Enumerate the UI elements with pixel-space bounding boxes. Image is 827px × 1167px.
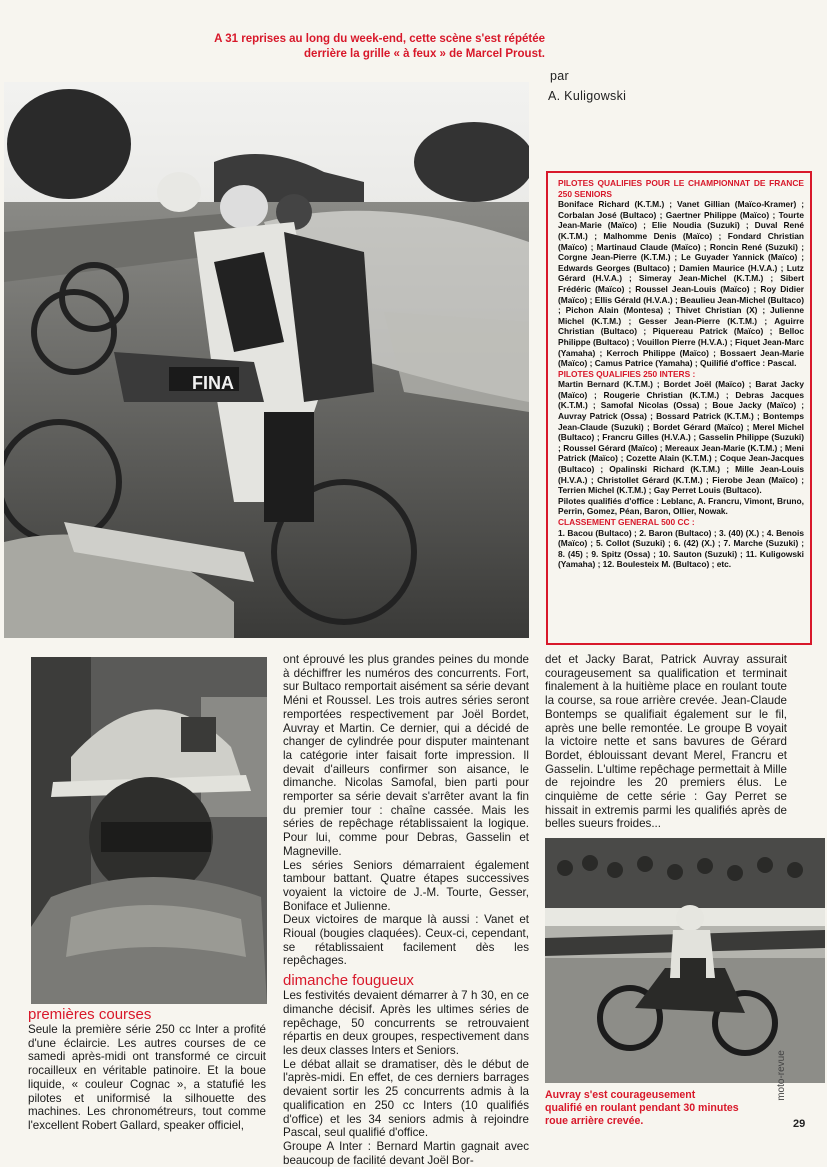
- page-number: 29: [793, 1118, 806, 1130]
- results-heading-500: CLASSEMENT GENERAL 500 CC :: [558, 517, 695, 527]
- caption-top: [150, 32, 545, 62]
- column-2-para-6: Groupe A Inter : Bernard Martin gagnait avec beaucoup de facilité devant Joël Bor-: [283, 1139, 529, 1167]
- caption-bottom-line3: roue arrière crevée.: [545, 1115, 644, 1127]
- results-inters-list: Martin Bernard (K.T.M.) ; Bordet Joël (Maïco) ; Barat Jacky (Maïco) ; Rougerie Christian (K.T.M.) ; Debras Jacques (K.T.M.) ; Samofal Nicolas (Ossa) ; Boue Jacky (Maïco) ; Auvray Patrick (Ossa) ; Bossard Patrick (K.T.M.) ; Bontemps Jean-Claude (Suzuki) ; Bordet Gérard (Maïco) ; Merel Michel (Bultaco) ; Francru Gilles (H.V.A.) ; Gasselin Philippe (Suzuki) ; Roussel Gérard (Maïco) ; Mereaux Jean-Marie (K.T.M.) ; Meni Patrick (Maïco) ; Cozette Alain (K.T.M.) ; Coque Jean-Jacques (Bultaco) ; Opalinski Richard (K.T.M.) ; Mille Jean-Louis (H.V.A.) ; Christollet Gérard (K.T.M.) ; Fierobe Jean (Maïco) ; Terrien Michel (K.T.M.) ; Gay Perret Louis (Bultaco).: [558, 379, 804, 496]
- photo-auvray: [545, 838, 825, 1083]
- column-2-para-2: Les séries Seniors démarraient également tambour battant. Quatre étapes successives voyaient la victoire de J.-M. Tourte, Gesser, Boniface et Julienne.: [283, 858, 529, 913]
- magazine-name-text: moto-revue: [775, 1050, 787, 1101]
- results-box: [546, 171, 812, 645]
- byline-par: par: [550, 69, 569, 83]
- byline: [548, 66, 626, 106]
- caption-top-line2: derrière la grille « à feux » de Marcel Proust.: [304, 48, 545, 60]
- results-heading-seniors: PILOTES QUALIFIES POUR LE CHAMPIONNAT DE FRANCE 250 SENIORS: [558, 178, 804, 199]
- photo-rider-portrait: [31, 657, 267, 1004]
- column-2-para-1: ont éprouvé les plus grandes peines du monde à déchiffrer les numéros des concurrents. Fort, sur Bultaco remportait aisément sa série devant Méni et Roussel. Les trois autres séries seront remportées respectivement par Joël Bordet, Auvray et Martin. Ce dernier, qui a décidé de changer de cylindrée pour disputer maintenant la catégorie inter faisait forte impression. Il devait d'ailleurs confirmer son aisance, le dimanche. Nicolas Samofal, bien parti pour remporter sa série devait s'arrêter avant la fin du premier tour : chaîne cassée. Mais les séries de repêchage rétablissaient la logique. Pour lui, comme pour Debras, Gasselin et Magneville.: [283, 653, 529, 858]
- caption-bottom: [545, 1089, 780, 1128]
- article-column-1: [28, 1006, 266, 1133]
- subheading-dimanche-fougueux: dimanche fougueux: [283, 972, 414, 990]
- article-column-2: [283, 653, 529, 1167]
- results-seniors-list: Boniface Richard (K.T.M.) ; Vanet Gillian (Maïco-Kramer) ; Corbalan José (Bultaco) ; Gaertner Philippe (Maïco) ; Tourte Jean-Marie (Maïco) ; Elie Noudia (Suzuki) ; Duval René (K.T.M.) ; Malhomme Denis (Maïco) ; Fondard Christian (Maïco) ; Martinaud Claude (Maïco) ; Roncin René (Suzuki) ; Corgne Jean-Pierre (K.T.M.) ; Le Guyader Yannick (Maïco) ; Edwards Georges (Bultaco) ; Damien Maurice (H.V.A.) ; Lutz Gérard (H.V.A.) ; Simeray Jean-Michel (K.T.M.) ; Sibert Frédéric (Maïco) ; Roussel Jean-Louis (Maïco) ; Roy Didier (Maïco) ; Ellis Gérald (H.V.A.) ; Beaulieu Jean-Michel (Bultaco) ; Pichon Alain (Montesa) ; Thivet Christian (X) ; Julienne Michel (K.T.M.) ; Gesser Jean-Pierre (K.T.M.) ; Aguirre Christian (Bultaco) ; Piquereau Patrick (Maïco) ; Belloc Philippe (Bultaco) ; Vouillon Pierre (H.V.A.) ; Fiquet Jean-Marc (Yamaha) ; Kerroch Philippe (Maïco) ; Bossaert Jean-Marie (Maïco) ; Camus Patrice (Yamaha) ; Quilifié d'office : Pascal.: [558, 199, 804, 369]
- results-500-list: 1. Bacou (Bultaco) ; 2. Baron (Bultaco) ; 3. (40) (X.) ; 4. Benois (Maïco) ; 5. Collot (Suzuki) ; 6. (42) (X.) ; 7. Marche (Suzuki) ; 8. (45) ; 9. Spitz (Ossa) ; 10. Sauton (Suzuki) ; 11. Kuligowski (Yamaha) ; 12. Boulesteix M. (Bultaco) ; etc.: [558, 527, 804, 570]
- caption-bottom-line2: qualifié en roulant pendant 30 minutes: [545, 1102, 739, 1114]
- byline-author: A. Kuligowski: [548, 89, 627, 103]
- results-heading-inters: PILOTES QUALIFIES 250 INTERS :: [558, 368, 696, 379]
- article-column-3: [545, 653, 787, 831]
- column-2-para-5: Le débat allait se dramatiser, dès le début de l'après-midi. En effet, de ces derniers barrages devaient sortir les 25 concurrents admis à la qualification en 250 cc Inters (10 qualifiés d'office) et les 34 seniors admis à rejoindre Pascal, seul qualifié d'office.: [283, 1057, 529, 1140]
- results-qualified-office: Pilotes qualifiés d'office : Leblanc, A. Francru, Vimont, Bruno, Perrin, Gomez, Péan, Baron, Ollier, Nowak.: [558, 495, 804, 517]
- column-2-para-4: Les festivités devaient démarrer à 7 h 30, en ce dimanche décisif. Après les ultimes séries de repêchage, 50 concurrents se retrouvaient répartis en deux groupes, respectivement dans les deux classes Inters et Seniors.: [283, 989, 529, 1057]
- column-3-text: det et Jacky Barat, Patrick Auvray assurait courageusement sa qualification et terminait finalement à la huitième place en roulant toute la course, sa roue arrière crevée. Jean-Claude Bontemps se qualifiait également sur le fil, après une belle remontée. Le groupe B voyait la victoire nette et sans bavures de Gérard Bordet, éblouissant devant Merel, Francru et Gasselin. L'ultime repêchage permettait à Mille de rejoindre les 20 premiers élus. Le cinquième de cette série : Gay Perret se hissait in extremis parmi les qualifiés après de belles sueurs froides...: [545, 653, 787, 831]
- magazine-name: [775, 1040, 804, 1120]
- subheading-premieres-courses: premières courses: [28, 1006, 152, 1023]
- column-2-para-3: Deux victoires de marque là aussi : Vanet et Rioual (bougies claquées). Ceux-ci, cependant, se rétablissaient facilement dès les repêchages.: [283, 913, 529, 968]
- caption-top-line1: A 31 reprises au long du week-end, cette scène s'est répétée: [214, 33, 545, 45]
- caption-bottom-line1: Auvray s'est courageusement: [545, 1089, 696, 1101]
- fina-decal: FINA: [192, 373, 234, 393]
- photo-race-start: [4, 82, 529, 638]
- column-1-text: Seule la première série 250 cc Inter a profité d'une éclaircie. Les autres courses de ce samedi après-midi ont transformé ce circuit rocailleux en véritable patinoire. Et la boue liquide, « couleur Cognac », a statufié les pilotes et uniformisé la silhouette des machines. Les chronométreurs, tout comme l'excellent Robert Gallard, speaker officiel,: [28, 1023, 266, 1132]
